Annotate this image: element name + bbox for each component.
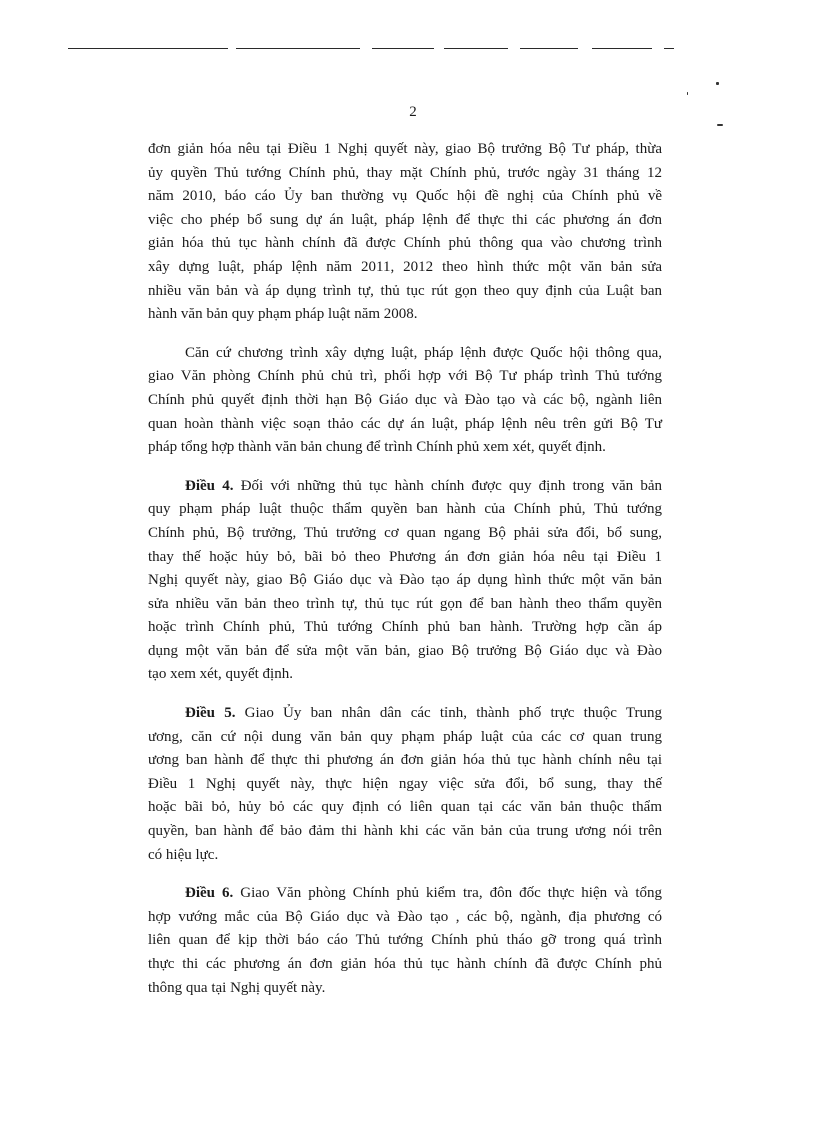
scan-rule-segment — [592, 48, 652, 49]
text-line — [148, 882, 662, 906]
text-line: quan hoàn thành việc soạn thảo các dự án luật, pháp lệnh nêu trên gửi Bộ Tư — [148, 415, 662, 432]
text-line: liên quan để kịp thời báo cáo Thủ tướng Chính phủ tháo gỡ trong quá trình — [148, 932, 662, 949]
scan-speck — [717, 124, 723, 126]
article-6-text: Giao Văn phòng Chính phủ kiểm tra, đôn đốc thực hiện và tổng — [233, 885, 662, 902]
text-line: việc cho phép bổ sung dự án luật, pháp lệnh để thực thi các phương án đơn — [148, 211, 662, 228]
text-line: hành văn bản quy phạm pháp luật năm 2008. — [148, 306, 418, 323]
text-line: Căn cứ chương trình xây dựng luật, pháp lệnh được Quốc hội thông qua, — [185, 344, 662, 361]
text-line: hoặc trình Chính phủ, Thủ tướng Chính phủ ban hành. Trường hợp cần áp — [148, 619, 662, 636]
text-line: quy phạm pháp luật thuộc thẩm quyền ban hành của Chính phủ, Thủ tướng — [148, 501, 662, 518]
scan-rule-segment — [664, 48, 674, 49]
scan-rule-segment — [68, 48, 228, 49]
text-line: sửa nhiều văn bản theo trình tự, thủ tục rút gọn để ban hành theo thẩm quyền — [148, 595, 662, 612]
scan-speck — [716, 82, 719, 85]
text-line: đơn giản hóa nêu tại Điều 1 Nghị quyết này, giao Bộ trưởng Bộ Tư pháp, thừa — [148, 141, 662, 157]
text-line: ủy quyền Thủ tướng Chính phủ, thay mặt Chính phủ, trước ngày 31 tháng 12 — [148, 164, 662, 181]
text-line: Chính phủ, Bộ trưởng, Thủ trưởng cơ quan ngang Bộ phải sửa đổi, bổ sung, — [148, 524, 662, 541]
page-number: 2 — [409, 104, 417, 120]
document-body — [148, 138, 662, 1015]
article-5-label: Điều 5. — [185, 705, 236, 722]
scan-rule-segment — [444, 48, 508, 49]
text-line: xây dựng luật, pháp lệnh năm 2011, 2012 theo hình thức một văn bản sửa — [148, 258, 662, 275]
scan-rule-segment — [372, 48, 434, 49]
text-line: pháp tổng hợp thành văn bản chung để trình Chính phủ xem xét, quyết định. — [148, 439, 606, 456]
article-5-text: Giao Ủy ban nhân dân các tỉnh, thành phố trực thuộc Trung — [235, 705, 663, 722]
scan-rule-segment — [520, 48, 578, 49]
text-line: quyền, ban hành để bảo đảm thi hành khi các văn bản của trung ương nói trên — [148, 823, 662, 840]
text-line: thay thế hoặc hủy bỏ, bãi bỏ theo Phương án đơn giản hóa nêu tại Điều 1 — [148, 548, 662, 565]
scan-rule-segment — [236, 48, 360, 49]
text-line: thông qua tại Nghị quyết này. — [148, 979, 326, 996]
article-4-label: Điều 4. — [185, 477, 234, 494]
text-line: thực thi các phương án đơn giản hóa thủ tục hành chính đã được Chính phủ — [148, 956, 662, 972]
text-line: giản hóa thủ tục hành chính đã được Chính phủ thông qua vào chương trình — [148, 235, 662, 252]
text-line: hoặc bãi bỏ, hủy bỏ các quy định có liên quan tại các văn bản thuộc thẩm — [148, 799, 662, 816]
text-line: Điều 1 Nghị quyết này, thực hiện ngay việc sửa đổi, bổ sung, thay thế — [148, 775, 662, 792]
article-6 — [148, 882, 662, 1000]
text-line: tạo xem xét, quyết định. — [148, 666, 293, 683]
text-line — [148, 475, 662, 499]
article-4-text: Đối với những thủ tục hành chính được quy định trong văn bản — [233, 477, 662, 494]
text-line: năm 2010, báo cáo Ủy ban thường vụ Quốc hội đề nghị của Chính phủ về — [148, 188, 662, 205]
article-4 — [148, 475, 662, 687]
scan-speck — [687, 92, 688, 95]
article-6-label: Điều 6. — [185, 885, 234, 902]
text-line: có hiệu lực. — [148, 846, 219, 863]
text-line: Chính phủ quyết định thời hạn Bộ Giáo dục và Đào tạo và các bộ, ngành liên — [148, 391, 662, 408]
text-line: giao Văn phòng Chính phủ chủ trì, phối hợp với Bộ Tư pháp trình Thủ tướng — [148, 368, 662, 385]
text-line: nhiều văn bản và áp dụng trình tự, thủ tục rút gọn theo quy định của Luật ban — [148, 282, 662, 299]
text-line: Nghị quyết này, giao Bộ Giáo dục và Đào tạo áp dụng hình thức một văn bản — [148, 572, 662, 589]
paragraph-legislative-program — [148, 342, 662, 460]
paragraph-continuation — [148, 138, 662, 327]
text-line: ương ban hành để thực thi phương án đơn giản hóa thủ tục hành chính nêu tại — [148, 752, 662, 769]
text-line: hợp vướng mắc của Bộ Giáo dục và Đào tạo , các bộ, ngành, địa phương có — [148, 908, 662, 925]
text-line — [148, 702, 662, 726]
article-5 — [148, 702, 662, 867]
text-line: ương, căn cứ nội dung văn bản quy phạm pháp luật của các cơ quan trung — [148, 728, 662, 745]
text-line: dụng một văn bản để sửa một văn bản, giao Bộ trưởng Bộ Giáo dục và Đào — [148, 642, 662, 659]
